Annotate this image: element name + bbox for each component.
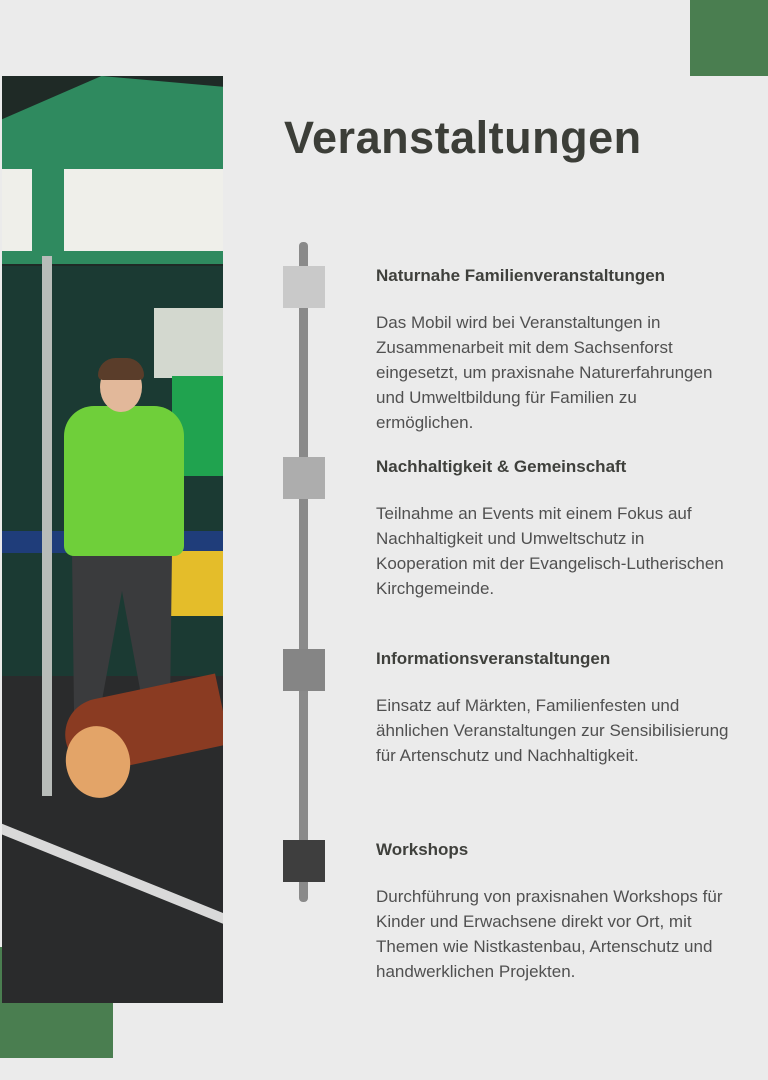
timeline-text: Einsatz auf Märkten, Familienfesten und ähnlichen Veranstaltungen zur Sensibilisierung für Artenschutz und Nachhaltigkeit. xyxy=(376,696,729,765)
timeline-item xyxy=(376,457,736,601)
page-title: Veranstaltungen xyxy=(284,112,642,163)
timeline-text: Durchführung von praxisnahen Workshops für Kinder und Erwachsene direkt vor Ort, mit Themen wie Nistkastenbau, Artenschutz und handwerklichen Projekten. xyxy=(376,887,723,981)
corner-accent-top-right xyxy=(690,0,768,76)
tent-banner-left xyxy=(2,169,32,251)
timeline-item xyxy=(376,266,736,435)
timeline-heading: Informationsveranstaltungen xyxy=(376,649,611,668)
poster xyxy=(154,308,223,378)
timeline-marker xyxy=(283,840,325,882)
person-hoodie xyxy=(64,406,184,556)
person-hair xyxy=(98,358,144,380)
timeline-item xyxy=(376,840,736,984)
timeline-item xyxy=(376,649,736,768)
tent-banner xyxy=(64,169,223,251)
tent-pole xyxy=(42,256,52,796)
timeline-text: Teilnahme an Events mit einem Fokus auf Nachhaltigkeit und Umweltschutz in Kooperation mit der Evangelisch-Lutherischen Kirchgemeinde. xyxy=(376,504,724,598)
timeline-marker xyxy=(283,266,325,308)
timeline-heading: Naturnahe Familienveranstaltungen xyxy=(376,266,666,285)
event-photo xyxy=(2,76,223,1003)
crate xyxy=(168,551,223,616)
timeline-marker xyxy=(283,649,325,691)
timeline-line xyxy=(299,242,308,902)
timeline-marker xyxy=(283,457,325,499)
timeline-heading: Nachhaltigkeit & Gemeinschaft xyxy=(376,457,627,476)
timeline-heading: Workshops xyxy=(376,840,469,859)
timeline-text: Das Mobil wird bei Veranstaltungen in Zusammenarbeit mit dem Sachsenforst eingesetzt, um praxisnahe Naturerfahrungen und Umweltbildung für Familien zu ermöglichen. xyxy=(376,313,713,432)
